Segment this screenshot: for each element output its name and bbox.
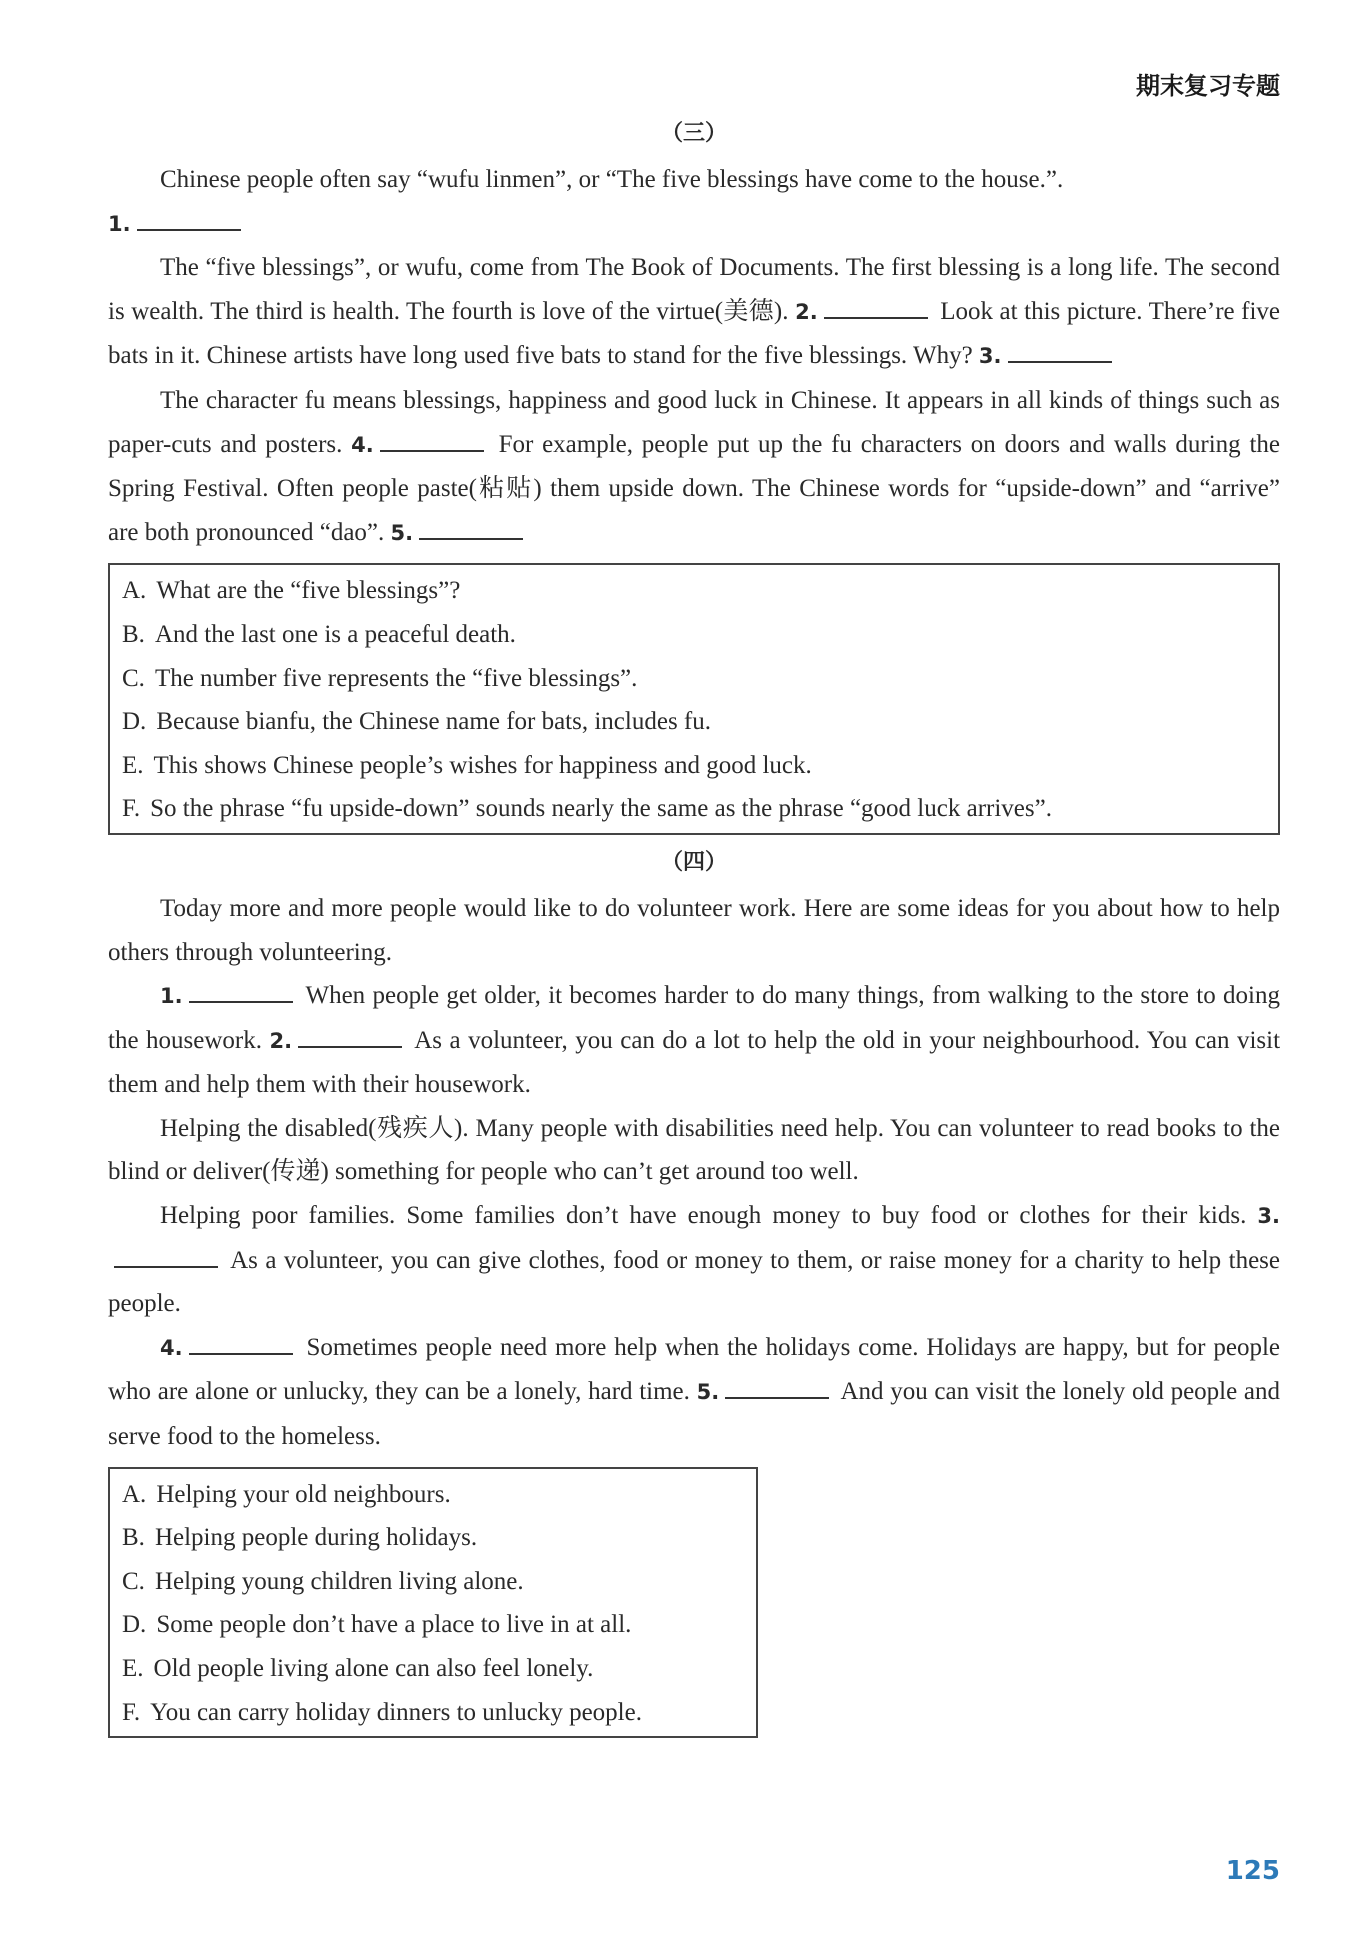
s4-p4-text-b: As a volunteer, you can give clothes, food or money to them, or raise money for a charity to help these people.: [108, 1246, 1280, 1318]
option-letter: B.: [122, 1524, 145, 1552]
s3-option-b: [122, 613, 1266, 657]
section-3-title: （三）: [660, 121, 727, 146]
s3-question-4-number: 4.: [351, 432, 374, 457]
option-text: You can carry holiday dinners to unlucky people.: [150, 1698, 642, 1726]
s4-question-1-number: 1.: [160, 984, 183, 1009]
s3-option-f: [122, 787, 1266, 831]
s4-p5-text-b: And you can visit the lonely old people and serve food to the homeless.: [108, 1378, 1280, 1451]
option-text: Helping young children living alone.: [154, 1567, 524, 1595]
s3-blank-5[interactable]: [419, 518, 523, 540]
s3-blank-4[interactable]: [380, 430, 484, 452]
s3-paragraph-4: [108, 379, 1280, 555]
s4-paragraph-3: Helping the disabled(残疾人). Many people with disabilities need help. You can volunteer to read books to the blind or deliver(传递) something for people who can’t get around too well.: [108, 1114, 1280, 1186]
s4-question-5-number: 5.: [696, 1380, 720, 1405]
s4-blank-1[interactable]: [189, 981, 293, 1003]
option-letter: A.: [122, 577, 147, 605]
s3-p4-text-b: For example, people put up the fu characters on doors and walls during the Spring Festival. Often people paste(粘贴) them upside down. The Chinese words for “upside-down” and “arrive” are both pronounced “dao”.: [108, 430, 1281, 546]
option-text: So the phrase “fu upside-down” sounds nearly the same as the phrase “good luck arrives”.: [150, 795, 1052, 823]
option-letter: D.: [122, 708, 147, 736]
s4-question-3-number: 3.: [1257, 1204, 1280, 1229]
page-content: [108, 116, 1280, 1748]
s3-blank-3[interactable]: [1008, 341, 1112, 363]
s4-blank-5[interactable]: [725, 1377, 829, 1399]
option-text: Helping people during holidays.: [154, 1524, 478, 1552]
option-text: The number five represents the “five blessings”.: [154, 664, 638, 692]
s4-p2-text-b: As a volunteer, you can do a lot to help the old in your neighbourhood. You can visit them and help them with their housework.: [108, 1026, 1281, 1099]
option-letter: D.: [122, 1611, 147, 1639]
s3-question-1-number: 1.: [108, 211, 131, 236]
option-text: Helping your old neighbours.: [156, 1480, 451, 1508]
s3-question-3-number: 3.: [978, 344, 1002, 369]
option-text: And the last one is a peaceful death.: [154, 620, 516, 648]
s4-blank-4[interactable]: [189, 1333, 293, 1355]
s4-option-d: [122, 1603, 744, 1647]
s3-paragraph-3: [108, 246, 1280, 379]
page-header: 期末复习专题: [1136, 72, 1280, 100]
option-text: Some people don’t have a place to live in at all.: [156, 1611, 632, 1639]
option-letter: F.: [122, 795, 141, 823]
page-number: 125: [1225, 1856, 1280, 1886]
s4-paragraph-1: Today more and more people would like to do volunteer work. Here are some ideas for you about how to help others through volunteering.: [108, 894, 1280, 966]
s3-option-e: [122, 744, 1266, 788]
option-letter: C.: [122, 664, 145, 692]
s4-option-c: [122, 1560, 744, 1604]
option-letter: F.: [122, 1698, 141, 1726]
section-4-title: （四）: [660, 849, 727, 875]
s3-blank-2[interactable]: [824, 297, 928, 319]
s3-option-c: [122, 657, 1266, 701]
s4-option-a: [122, 1473, 744, 1517]
s3-paragraph-2: [108, 202, 1280, 247]
s3-options-box: [108, 563, 1280, 835]
s4-question-4-number: 4.: [160, 1335, 183, 1360]
s4-p5-text-a: Sometimes people need more help when the holidays come. Holidays are happy, but for people who are alone or unlucky, they can be a lonely, hard time.: [108, 1333, 1280, 1406]
option-letter: E.: [122, 751, 144, 779]
s3-paragraph-1: Chinese people often say “wufu linmen”, or “The five blessings have come to the house.”.: [160, 166, 1064, 193]
s4-question-2-number: 2.: [269, 1028, 293, 1053]
s3-option-a: [122, 569, 1266, 613]
option-letter: B.: [122, 620, 145, 648]
s3-p3-text-a: The “five blessings”, or wufu, come from The Book of Documents. The first blessing is a long life. The second is wealth. The third is health. The fourth is love of the virtue(美德).: [108, 254, 1280, 325]
s4-option-f: [122, 1691, 744, 1735]
s4-paragraph-4: [108, 1194, 1280, 1326]
s4-options-box: [108, 1467, 758, 1739]
s3-question-5-number: 5.: [390, 520, 414, 545]
s3-question-2-number: 2.: [795, 299, 818, 324]
option-text: Old people living alone can also feel lonely.: [153, 1655, 594, 1682]
s3-p3-text-b: Look at this picture. There’re five bats in it. Chinese artists have long used five bats to stand for the five blessings. Why?: [108, 297, 1281, 370]
s4-option-b: [122, 1516, 744, 1560]
option-text: Because bianfu, the Chinese name for bats, includes fu.: [156, 708, 711, 736]
s4-p2-text-a: When people get older, it becomes harder to do many things, from walking to the store to doing the housework.: [108, 982, 1280, 1054]
s4-option-e: [122, 1647, 744, 1691]
s4-blank-2[interactable]: [298, 1026, 402, 1048]
s3-option-d: [122, 700, 1266, 744]
option-letter: E.: [122, 1655, 144, 1682]
s4-p4-text-a: Helping poor families. Some families don’t have enough money to buy food or clothes for their kids.: [160, 1202, 1247, 1230]
s3-blank-1[interactable]: [137, 209, 241, 231]
option-text: This shows Chinese people’s wishes for happiness and good luck.: [153, 751, 812, 779]
s3-p4-text-a: The character fu means blessings, happiness and good luck in Chinese. It appears in all kinds of things such as paper-cuts and posters.: [108, 386, 1280, 458]
s4-paragraph-5: [108, 1326, 1280, 1459]
option-letter: C.: [122, 1567, 145, 1595]
option-letter: A.: [122, 1480, 147, 1508]
option-text: What are the “five blessings”?: [156, 577, 461, 605]
s4-paragraph-2: [108, 974, 1280, 1107]
s4-blank-3[interactable]: [114, 1246, 218, 1268]
